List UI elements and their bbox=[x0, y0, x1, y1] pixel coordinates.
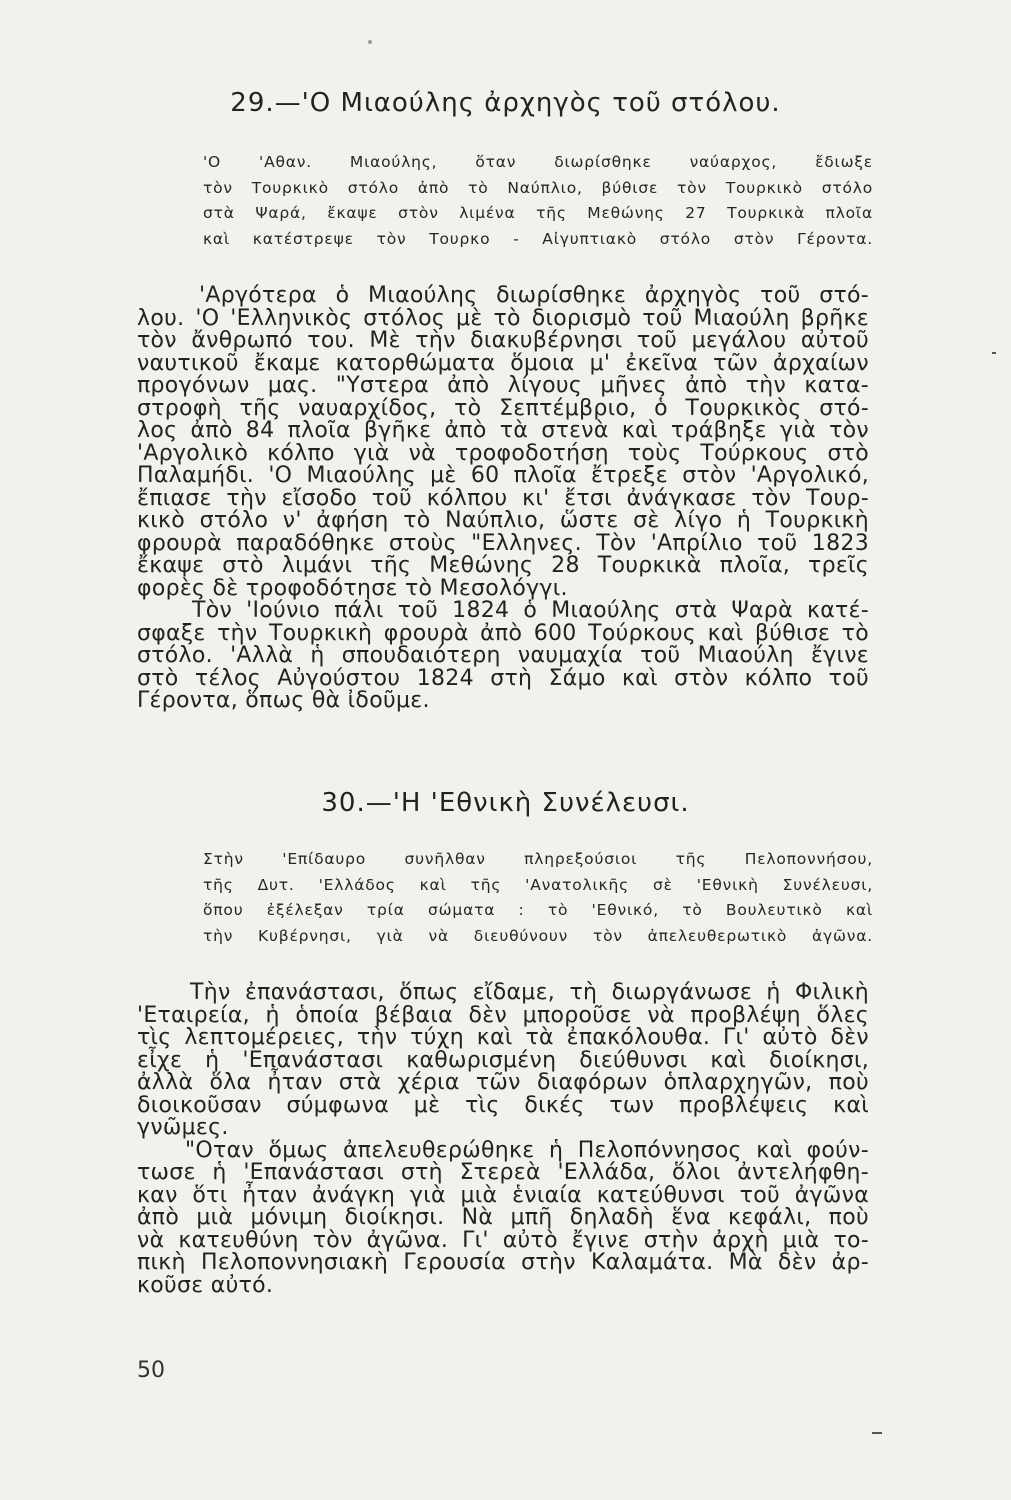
body-line: τὸν ἄνθρωπό του. Μὲ τὴν διακυβέρνησι τοῦ μεγάλου αὐτοῦ bbox=[137, 328, 869, 353]
body-line: φορὲς δὲ τροφοδότησε τὸ Μεσολόγγι. bbox=[137, 575, 568, 601]
section-30-summary bbox=[203, 847, 873, 949]
body-line: στόλο. 'Αλλὰ ἡ σπουδαιότερη ναυμαχία τοῦ Μιαούλη ἔγινε bbox=[137, 643, 869, 668]
page-number: 50 bbox=[137, 1358, 165, 1383]
section-29-summary bbox=[203, 150, 873, 252]
body-line: ἀπὸ μιὰ μόνιμη διοίκησι. Νὰ μπῆ δηλαδὴ ἕνα κεφάλι, ποὺ bbox=[137, 1205, 869, 1230]
body-line: καν ὅτι ἦταν ἀνάγκη γιὰ μιὰ ἑνιαία κατεύθυνσι τοῦ ἀγῶνα bbox=[137, 1182, 869, 1208]
body-line: γνῶμες. bbox=[137, 1115, 229, 1140]
body-line: Τὸν 'Ιούνιο πάλι τοῦ 1824 ὁ Μιαούλης στὰ Ψαρὰ κατέ- bbox=[192, 598, 869, 623]
body-line: τὶς λεπτομέρειες, τὴν τύχη καὶ τὰ ἐπακόλουθα. Γι' αὐτὸ δὲν bbox=[137, 1025, 869, 1050]
body-line: κοῦσε αὐτό. bbox=[137, 1272, 274, 1298]
body-line: ἔκαψε στὸ λιμάνι τῆς Μεθώνης 28 Τουρκικὰ πλοῖα, τρεῖς bbox=[137, 553, 869, 578]
body-line: νὰ κατευθύνη τὸν ἀγῶνα. Γι' αὐτὸ ἔγινε στὴν ἀρχὴ μιὰ το- bbox=[137, 1227, 869, 1253]
body-line: εἶχε ἡ 'Επανάστασι καθωρισμένη διεύθυνσι καὶ διοίκησι, bbox=[137, 1047, 869, 1073]
ink-dot bbox=[368, 40, 372, 44]
section-29-body bbox=[137, 285, 869, 713]
body-line: ἔπιασε τὴν εἴσοδο τοῦ κόλπου κι' ἔτσι ἀνάγκασε τὸν Τουρ- bbox=[137, 485, 869, 511]
section-30-heading: 30.—'Η 'Εθνικὴ Συνέλευσι. bbox=[321, 788, 690, 818]
summary-line: τὸν Τουρκικὸ στόλο ἀπὸ τὸ Ναύπλιο, βύθισε τὸν Τουρκικὸ στόλο bbox=[203, 178, 873, 197]
summary-line: 'Ο 'Αθαν. Μιαούλης, ὅταν διωρίσθηκε ναύαρχος, ἔδιωξε bbox=[203, 153, 873, 171]
body-line: κικὸ στόλο ν' ἀφήση τὸ Ναύπλιο, ὥστε σὲ λίγο ἡ Τουρκικὴ bbox=[137, 508, 869, 533]
body-line: ναυτικοῦ ἔκαμε κατορθώματα ὅμοια μ' ἐκεῖνα τῶν ἀρχαίων bbox=[137, 350, 869, 376]
body-line: στροφὴ τῆς ναυαρχίδος, τὸ Σεπτέμβριο, ὁ Τουρκικὸς στό- bbox=[137, 395, 869, 421]
body-line: σφαξε τὴν Τουρκικὴ φρουρὰ ἀπὸ 600 Τούρκους καὶ βύθισε τὸ bbox=[137, 620, 869, 646]
margin-mark bbox=[872, 1432, 882, 1434]
body-line: Γέροντα, ὅπως θὰ ἰδοῦμε. bbox=[137, 688, 430, 713]
section-30-body bbox=[137, 982, 869, 1297]
body-line: λου. 'Ο 'Ελληνικὸς στόλος μὲ τὸ διορισμὸ τοῦ Μιαούλη βρῆκε bbox=[137, 305, 869, 331]
body-line: λος ἀπὸ 84 πλοῖα βγῆκε ἀπὸ τὰ στενὰ καὶ τράβηξε γιὰ τὸν bbox=[137, 418, 869, 443]
summary-line: ὅπου ἐξέλεξαν τρία σώματα : τὸ 'Εθνικό, τὸ Βουλευτικὸ καὶ bbox=[203, 901, 873, 919]
summary-line: καὶ κατέστρεψε τὸν Τουρκο - Αἰγυπτιακὸ στόλο στὸν Γέροντα. bbox=[203, 229, 873, 248]
summary-line: στὰ Ψαρά, ἔκαψε στὸν λιμένα τῆς Μεθώνης 27 Τουρκικὰ πλοῖα bbox=[203, 204, 873, 222]
body-line: στὸ τέλος Αὐγούστου 1824 στὴ Σάμο καὶ στὸν κόλπο τοῦ bbox=[137, 665, 869, 691]
body-line: Παλαμήδι. 'Ο Μιαούλης μὲ 60 πλοῖα ἔτρεξε στὸν 'Αργολικό, bbox=[137, 463, 869, 488]
body-line: διοικοῦσαν σύμφωνα μὲ τὶς δικές των προβλέψεις καὶ bbox=[137, 1092, 869, 1118]
body-line: προγόνων μας. "Υστερα ἀπὸ λίγους μῆνες ἀπὸ τὴν κατα- bbox=[137, 373, 869, 398]
body-line: φρουρὰ παραδόθηκε στοὺς "Ελληνες. Τὸν 'Απρίλιο τοῦ 1823 bbox=[137, 530, 869, 556]
body-line: Τὴν ἐπανάστασι, ὅπως εἴδαμε, τὴ διωργάνωσε ἡ Φιλικὴ bbox=[190, 980, 869, 1005]
summary-line: Στὴν 'Επίδαυρο συνῆλθαν πληρεξούσιοι τῆς Πελοποννήσου, bbox=[203, 850, 873, 868]
body-line: πικὴ Πελοποννησιακὴ Γερουσία στὴν Καλαμάτα. Μὰ δὲν ἀρ- bbox=[137, 1250, 869, 1275]
body-line: ἀλλὰ ὅλα ἦταν στὰ χέρια τῶν διαφόρων ὁπλαρχηγῶν, ποὺ bbox=[137, 1070, 869, 1095]
margin-mark bbox=[992, 352, 996, 354]
body-line: 'Εταιρεία, ἡ ὁποία βέβαια δὲν μποροῦσε νὰ προβλέψη ὅλες bbox=[137, 1002, 869, 1028]
summary-line: τῆς Δυτ. 'Ελλάδος καὶ τῆς 'Ανατολικῆς σὲ 'Εθνικὴ Συνέλευσι, bbox=[203, 875, 873, 894]
body-line: τωσε ἡ 'Επανάστασι στὴ Στερεὰ 'Ελλάδα, ὅλοι ἀντελήφθη- bbox=[137, 1160, 869, 1185]
body-line: "Οταν ὅμως ἀπελευθερώθηκε ἡ Πελοπόννησος καὶ φούν- bbox=[185, 1137, 869, 1163]
summary-line: τὴν Κυβέρνησι, γιὰ νὰ διευθύνουν τὸν ἀπελευθερωτικὸ ἀγῶνα. bbox=[203, 926, 873, 945]
section-29-heading: 29.—'Ο Μιαούλης ἀρχηγὸς τοῦ στόλου. bbox=[230, 88, 781, 118]
body-line: 'Αργολικὸ κόλπο γιὰ νὰ τροφοδοτήση τοὺς Τούρκους στὸ bbox=[137, 440, 869, 466]
body-line: 'Αργότερα ὁ Μιαούλης διωρίσθηκε ἀρχηγὸς τοῦ στό- bbox=[199, 283, 869, 308]
